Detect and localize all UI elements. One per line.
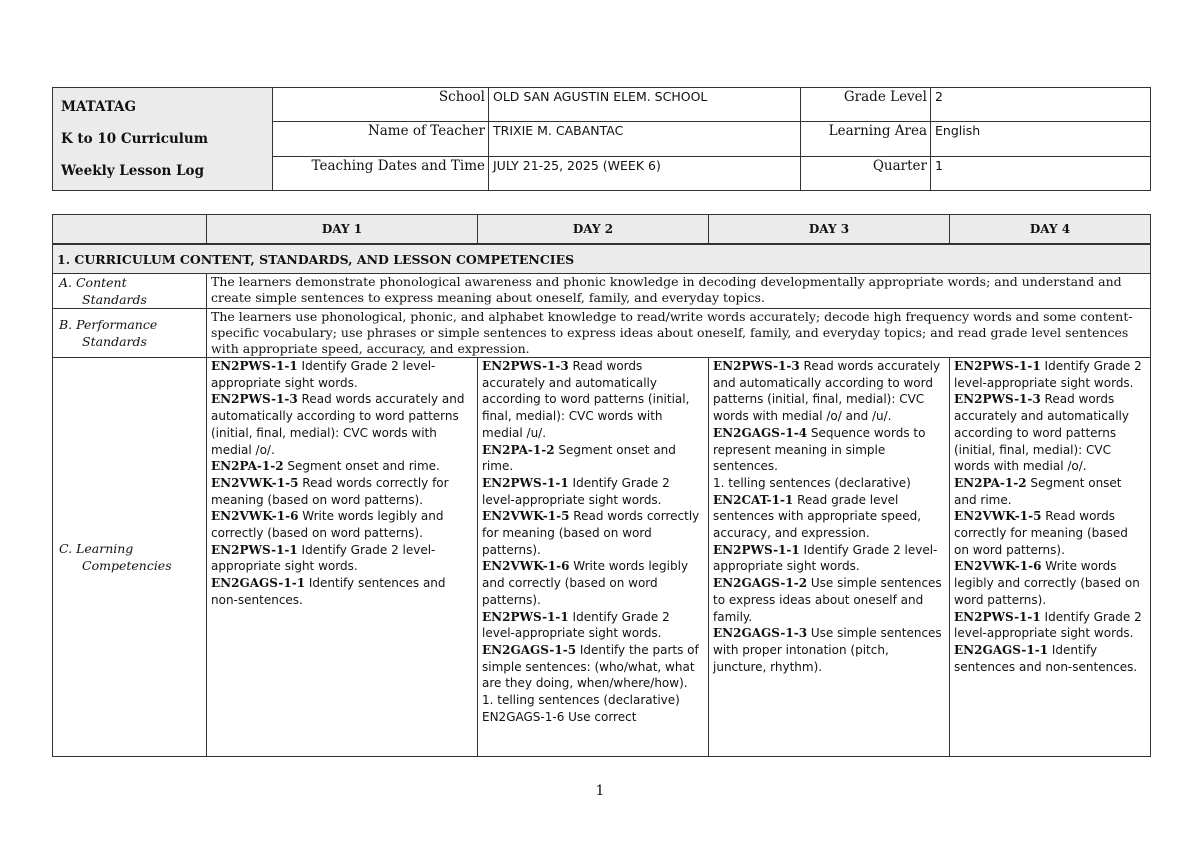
performance-standards-text: The learners use phonological, phonic, and alphabet knowledge to read/write words accurately; decode high frequency words and some content-specific vocabulary; use phrases or simple sentences to express ideas about oneself, family, and everyday topics; and read grade level sentences with appropriate speed, accuracy, and expression. xyxy=(207,309,1151,358)
competency-text: Identify Grade 2 level-appropriate sight words. xyxy=(713,542,938,574)
learning-competencies-label xyxy=(53,358,207,757)
performance-standards-label-line-1: B. Performance xyxy=(59,317,158,332)
competency-item xyxy=(482,558,704,608)
competency-text: Identify sentences and non-sentences. xyxy=(954,642,1138,674)
competency-text: Identify Grade 2 level-appropriate sight words. xyxy=(482,475,670,507)
competency-text: Segment onset and rime. xyxy=(482,442,676,474)
competency-item xyxy=(211,575,473,608)
performance-standards-row xyxy=(53,309,1151,358)
grade-level-value: 2 xyxy=(931,88,1151,122)
quarter-value: 1 xyxy=(931,156,1151,190)
competency-code: EN2GAGS-1-1 xyxy=(954,642,1049,657)
competency-text: Write words legibly and correctly (based on word patterns). xyxy=(482,559,689,607)
performance-standards-label-line-2: Standards xyxy=(82,334,147,349)
competency-text: Read words accurately and automatically according to word patterns (initial, final, medial): CVC words with medial /o/. xyxy=(954,392,1129,474)
competency-text: 1. telling sentences (declarative) xyxy=(482,693,680,708)
competency-item xyxy=(713,542,945,575)
competency-item xyxy=(954,508,1146,558)
competency-code: EN2PWS-1-1 xyxy=(954,359,1041,373)
competency-item xyxy=(713,492,945,542)
learning-competencies-label-line-2: Competencies xyxy=(82,558,172,573)
competency-text: Read words correctly for meaning (based on word patterns). xyxy=(954,509,1128,557)
competency-item xyxy=(482,442,704,475)
competency-text: EN2GAGS-1-6 Use correct xyxy=(482,709,637,724)
school-label: School xyxy=(273,88,489,122)
school-value: OLD SAN AGUSTIN ELEM. SCHOOL xyxy=(489,88,801,122)
competency-text: Identify Grade 2 level-appropriate sight words. xyxy=(954,609,1142,641)
page-number: 1 xyxy=(595,783,605,799)
competency-item xyxy=(954,475,1146,508)
competency-code: EN2VWK-1-5 xyxy=(482,509,570,524)
competency-text: Identify sentences and non-sentences. xyxy=(211,576,446,607)
competency-item xyxy=(211,391,473,458)
competency-code: EN2PWS-1-3 xyxy=(211,392,298,407)
day-2-header: DAY 2 xyxy=(478,215,709,245)
competency-item xyxy=(482,609,704,642)
quarter-label: Quarter xyxy=(801,156,931,190)
competency-item xyxy=(211,358,473,391)
competency-text: Read words correctly for meaning (based on word patterns). xyxy=(211,475,449,507)
teacher-label: Name of Teacher xyxy=(273,122,489,156)
competency-text: Identify Grade 2 level-appropriate sight words. xyxy=(482,609,670,641)
competency-item xyxy=(211,508,473,541)
section-title: 1. CURRICULUM CONTENT, STANDARDS, AND LESSON COMPETENCIES xyxy=(53,244,1151,274)
competency-item xyxy=(954,609,1146,642)
competency-code: EN2CAT-1-1 xyxy=(713,492,794,507)
competency-text: Read grade level sentences with appropriate speed, accuracy, and expression. xyxy=(713,492,922,541)
competency-code: EN2PWS-1-3 xyxy=(482,359,569,373)
learning-competencies-row xyxy=(53,358,1151,757)
corner-cell xyxy=(53,215,207,245)
competency-item xyxy=(713,475,945,492)
day-header-row xyxy=(53,215,1151,245)
competency-item xyxy=(713,625,945,675)
day-1-header: DAY 1 xyxy=(207,215,478,245)
teaching-dates-label: Teaching Dates and Time xyxy=(273,156,489,190)
competency-text: Write words legibly and correctly (based on word patterns). xyxy=(954,559,1140,607)
competency-code: EN2PA-1-2 xyxy=(211,459,284,474)
learning-area-label: Learning Area xyxy=(801,122,931,156)
competency-code: EN2VWK-1-5 xyxy=(211,475,299,490)
competency-text: Write words legibly and correctly (based on word patterns). xyxy=(211,509,444,541)
competency-text: Identify the parts of simple sentences: (who/what, what are they doing, when/where/how). xyxy=(482,642,699,691)
competency-code: EN2PWS-1-1 xyxy=(211,542,298,557)
competency-text: Use simple sentences with proper intonation (pitch, juncture, rhythm). xyxy=(713,626,942,674)
competency-code: EN2PWS-1-1 xyxy=(211,359,298,373)
competency-code: EN2VWK-1-6 xyxy=(482,559,570,574)
competency-code: EN2PWS-1-3 xyxy=(713,359,800,373)
learning-area-value: English xyxy=(931,122,1151,156)
competency-text: Use simple sentences to express ideas about oneself and family. xyxy=(713,576,942,624)
competency-text: Read words accurately and automatically according to word patterns (initial, final, medial): CVC words with medial /o/. xyxy=(211,392,465,457)
competency-code: EN2VWK-1-5 xyxy=(954,509,1042,524)
teacher-value: TRIXIE M. CABANTAC xyxy=(489,122,801,156)
competency-text: Identify Grade 2 level-appropriate sight words. xyxy=(954,359,1142,390)
competency-code: EN2GAGS-1-5 xyxy=(482,642,577,657)
competency-item xyxy=(954,391,1146,475)
teaching-dates-value: JULY 21-25, 2025 (WEEK 6) xyxy=(489,156,801,190)
competency-item xyxy=(482,475,704,508)
competency-text: Segment onset and rime. xyxy=(283,459,440,474)
header-table xyxy=(52,87,1151,191)
day-3-competencies xyxy=(709,358,950,757)
learning-competencies-label-line-1: C. Learning xyxy=(59,541,134,556)
competency-code: EN2PWS-1-1 xyxy=(482,609,569,624)
competency-item xyxy=(482,709,704,726)
competency-code: EN2VWK-1-6 xyxy=(211,509,299,524)
competency-code: EN2PWS-1-1 xyxy=(482,475,569,490)
competency-code: EN2PWS-1-3 xyxy=(954,392,1041,407)
curriculum-brand xyxy=(53,88,273,191)
grade-level-label: Grade Level xyxy=(801,88,931,122)
competency-item xyxy=(954,358,1146,391)
content-standards-label xyxy=(53,274,207,309)
performance-standards-label xyxy=(53,309,207,358)
competency-item xyxy=(211,475,473,508)
competency-item xyxy=(211,542,473,575)
competency-item xyxy=(713,575,945,625)
competency-text: Identify Grade 2 level-appropriate sight words. xyxy=(211,359,436,390)
brand-line-1: MATATAG xyxy=(61,99,137,115)
competency-item xyxy=(954,642,1146,675)
competency-text: Segment onset and rime. xyxy=(954,475,1122,507)
competency-item xyxy=(482,508,704,558)
competency-item xyxy=(954,558,1146,608)
competency-item xyxy=(713,425,945,475)
competency-item xyxy=(482,692,704,709)
competency-code: EN2PWS-1-1 xyxy=(713,542,800,557)
competency-text: Sequence words to represent meaning in simple sentences. xyxy=(713,425,926,474)
competency-code: EN2PA-1-2 xyxy=(482,442,555,457)
content-standards-row xyxy=(53,274,1151,309)
day-1-competencies xyxy=(207,358,478,757)
day-4-competencies xyxy=(950,358,1151,757)
day-2-competencies xyxy=(478,358,709,757)
competency-item xyxy=(482,642,704,692)
competency-item xyxy=(482,358,704,442)
competency-item xyxy=(211,458,473,475)
competency-code: EN2GAGS-1-4 xyxy=(713,425,808,440)
content-standards-label-line-1: A. Content xyxy=(59,275,127,290)
competency-code: EN2GAGS-1-1 xyxy=(211,576,306,591)
brand-line-2: K to 10 Curriculum xyxy=(61,131,209,147)
content-standards-label-line-2: Standards xyxy=(82,292,147,307)
competency-item xyxy=(713,358,945,425)
competency-text: 1. telling sentences (declarative) xyxy=(713,475,911,490)
competency-text: Read words accurately and automatically according to word patterns (initial, final, medial): CVC words with medial /o/ and /u/. xyxy=(713,359,941,424)
competency-text: Read words accurately and automatically according to word patterns (initial, final, medial): CVC words with medial /u/. xyxy=(482,359,690,440)
competency-code: EN2GAGS-1-3 xyxy=(713,626,808,641)
content-standards-text: The learners demonstrate phonological awareness and phonic knowledge in decoding developmentally appropriate words; and understand and create simple sentences to express meaning about oneself, family, and everyday topics. xyxy=(207,274,1151,309)
day-3-header: DAY 3 xyxy=(709,215,950,245)
competency-text: Identify Grade 2 level-appropriate sight words. xyxy=(211,542,436,574)
competency-code: EN2PA-1-2 xyxy=(954,475,1027,490)
lesson-log-table xyxy=(52,214,1151,757)
competency-code: EN2GAGS-1-2 xyxy=(713,576,808,591)
day-4-header: DAY 4 xyxy=(950,215,1151,245)
competency-code: EN2PWS-1-1 xyxy=(954,609,1041,624)
competency-text: Read words correctly for meaning (based on word patterns). xyxy=(482,509,700,557)
brand-line-3: Weekly Lesson Log xyxy=(61,163,205,179)
competency-code: EN2VWK-1-6 xyxy=(954,559,1042,574)
